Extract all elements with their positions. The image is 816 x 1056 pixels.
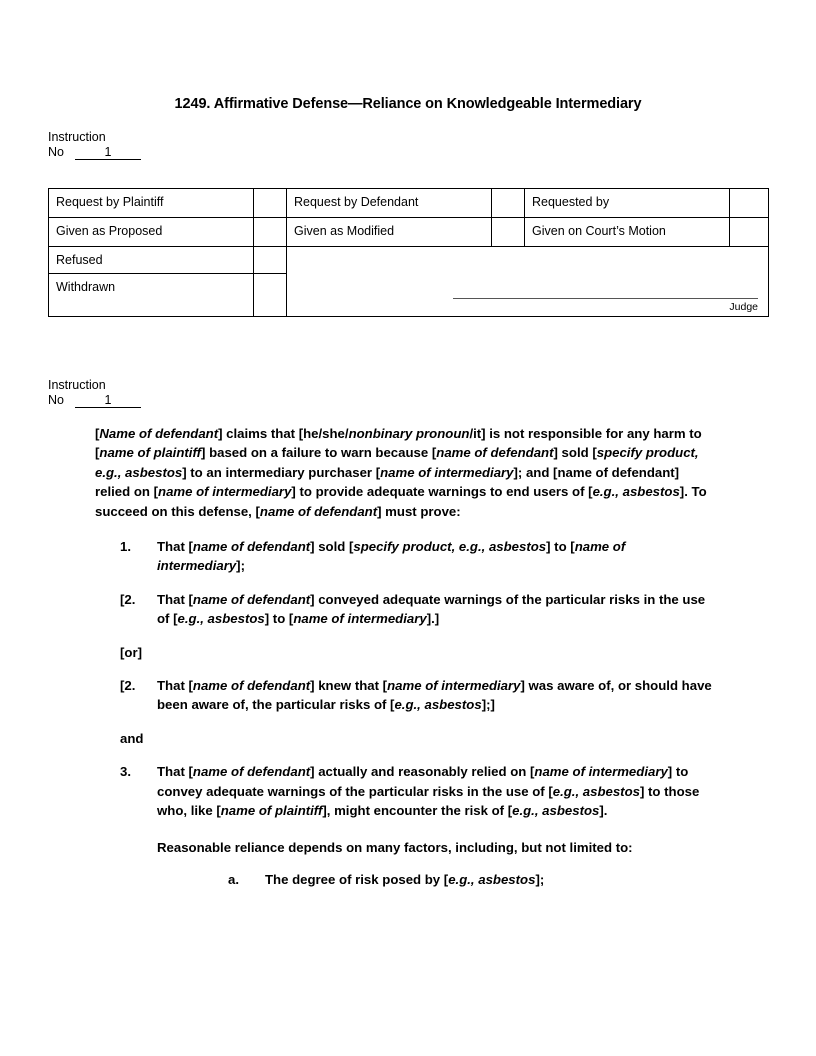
checkbox-refused[interactable] (254, 247, 287, 274)
cell-withdrawn: Withdrawn (49, 274, 254, 317)
instruction-label: Instruction (48, 130, 106, 144)
cell-given-on-courts-motion: Given on Court’s Motion (525, 218, 730, 247)
cell-requested-by: Requested by (525, 189, 730, 218)
reasonable-reliance-note: Reasonable reliance depends on many factors, including, but not limited to: (157, 839, 633, 855)
intro-paragraph: [Name of defendant] claims that [he/she/nonbinary pronoun/it] is not responsible for any harm to [name of plaintiff] based on a failure to warn because [name of defendant] sold [specify product, e.g., asbestos] to an intermediary purchaser [name of intermediary]; and [name of defendant] relied on [name of intermediary] to provide adequate warnings to end users of [e.g., asbestos]. To succeed on this defense, [name of defendant] must prove: (95, 426, 707, 519)
list-item-marker: 1. (120, 539, 131, 555)
list-item-2-option-a (120, 590, 715, 629)
page-title: 1249. Affirmative Defense—Reliance on Knowledgeable Intermediary (174, 96, 642, 112)
sub-list-item-marker: a. (228, 871, 239, 887)
cell-given-as-modified: Given as Modified (287, 218, 492, 247)
signature-line[interactable] (453, 298, 758, 299)
instruction-number-field[interactable]: 1 (75, 145, 141, 160)
table-row (49, 218, 769, 247)
instruction-body (0, 424, 816, 889)
connector-or: [or] (120, 644, 142, 660)
list-item-text: That [name of defendant] conveyed adequate warnings of the particular risks in the use of [e.g., asbestos] to [name of intermediary].] (157, 591, 706, 627)
instruction-number-block-body (48, 378, 141, 408)
list-item-text: That [name of defendant] knew that [name of intermediary] was aware of, or should have been aware of, the particular risks of [e.g., asbestos];] (157, 678, 712, 713)
cell-given-as-proposed: Given as Proposed (49, 218, 254, 247)
table-row (49, 247, 769, 274)
checkbox-given-as-modified[interactable] (492, 218, 525, 247)
sub-list-item-a (228, 870, 718, 889)
checkbox-given-as-proposed[interactable] (254, 218, 287, 247)
checkbox-requested-by[interactable] (730, 189, 769, 218)
connector-and: and (120, 730, 144, 746)
signature-label: Judge (729, 301, 758, 313)
list-item-marker: 3. (120, 764, 131, 780)
cell-refused: Refused (49, 247, 254, 274)
table-row (49, 189, 769, 218)
checkbox-request-by-plaintiff[interactable] (254, 189, 287, 218)
list-item-marker: [2. (120, 591, 136, 607)
instruction-label: Instruction (48, 378, 106, 392)
list-item-marker: [2. (120, 678, 136, 694)
list-item-2-option-b (120, 676, 715, 715)
instruction-number-block-top (48, 130, 141, 160)
instruction-no-label: No (48, 145, 64, 159)
checkbox-request-by-defendant[interactable] (492, 189, 525, 218)
list-item-3 (120, 762, 715, 820)
cell-request-by-plaintiff: Request by Plaintiff (49, 189, 254, 218)
court-action-table (48, 188, 769, 317)
list-item-text: That [name of defendant] sold [specify product, e.g., asbestos] to [name of intermediary]; (157, 539, 626, 574)
instruction-number-field[interactable]: 1 (75, 393, 141, 408)
checkbox-withdrawn[interactable] (254, 274, 287, 317)
checkbox-given-on-courts-motion[interactable] (730, 218, 769, 247)
signature-cell (287, 247, 769, 317)
list-item-text: That [name of defendant] actually and reasonably relied on [name of intermediary] to convey adequate warnings of the particular risks in the use of [e.g., asbestos] to those who, like [name of plaintiff], might encounter the risk of [e.g., asbestos]. (157, 764, 700, 819)
list-item-1 (120, 537, 715, 576)
instruction-no-label: No (48, 393, 64, 407)
sub-list-item-text: The degree of risk posed by [e.g., asbestos]; (265, 871, 545, 887)
cell-request-by-defendant: Request by Defendant (287, 189, 492, 218)
